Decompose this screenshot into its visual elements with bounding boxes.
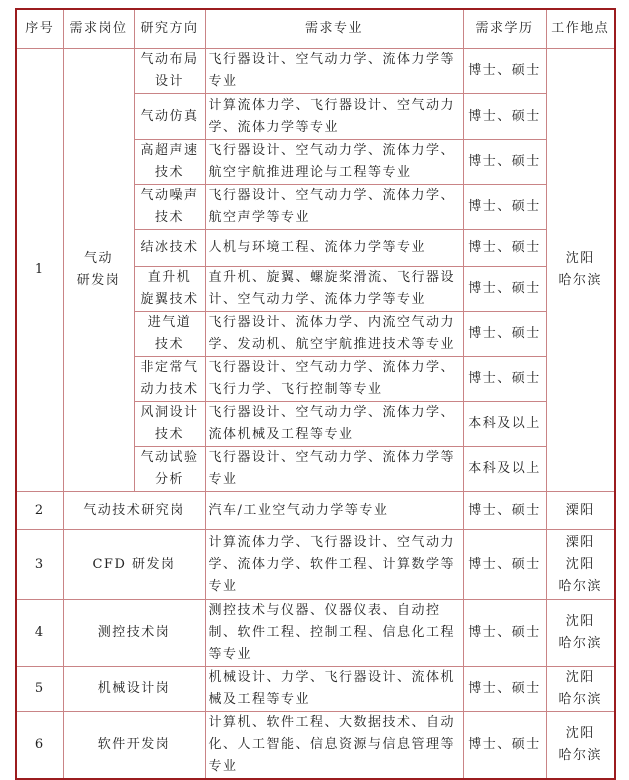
direction-line: 技术: [154, 165, 184, 180]
header-no: 序号: [16, 9, 63, 49]
row-position: 机械设计岗: [63, 667, 205, 712]
location-line: 哈尔滨: [558, 748, 602, 763]
row-education: 博士、硕士: [463, 712, 546, 780]
row-direction: [134, 312, 205, 357]
row-direction: [134, 357, 205, 402]
row-location: [546, 49, 615, 492]
row-direction: [134, 49, 205, 94]
row-major: 飞行器设计、空气动力学、流体力学、航空宇航推进理论与工程等专业: [205, 140, 463, 185]
table-row: [16, 712, 615, 780]
row-position: 测控技术岗: [63, 600, 205, 667]
header-position: 需求岗位: [63, 9, 134, 49]
row-major: 汽车/工业空气动力学等专业: [205, 492, 463, 530]
row-no: 4: [16, 600, 63, 667]
row-direction: [134, 267, 205, 312]
row-direction: [134, 447, 205, 492]
row-major: 飞行器设计、空气动力学、流体力学、流体机械及工程等专业: [205, 402, 463, 447]
row-direction: 结冰技术: [134, 230, 205, 267]
direction-line: 气动布局: [140, 52, 199, 67]
location-line: 哈尔滨: [558, 636, 602, 651]
row-no: 2: [16, 492, 63, 530]
location-line: 沈阳: [565, 726, 595, 741]
row-location: [546, 530, 615, 600]
header-major: 需求专业: [205, 9, 463, 49]
row-education: 博士、硕士: [463, 140, 546, 185]
direction-line: 技术: [154, 427, 184, 442]
row-location: [546, 667, 615, 712]
location-line: 哈尔滨: [558, 692, 602, 707]
table-row: [16, 667, 615, 712]
location-line: 哈尔滨: [558, 578, 602, 594]
direction-line: 高超声速: [140, 143, 199, 158]
table-row: [16, 530, 615, 600]
row-major: 计算流体力学、飞行器设计、空气动力学、流体力学等专业: [205, 94, 463, 140]
location-line: 沈阳: [565, 614, 595, 629]
header-education: 需求学历: [463, 9, 546, 49]
row-location: 溧阳: [546, 492, 615, 530]
header-direction: 研究方向: [134, 9, 205, 49]
row-position: [63, 49, 134, 492]
position-line: 研发岗: [76, 273, 121, 288]
row-major: 飞行器设计、空气动力学、流体力学、航空声学等专业: [205, 185, 463, 230]
table-row: [16, 600, 615, 667]
direction-line: 设计: [154, 74, 184, 89]
header-row: [16, 9, 615, 49]
row-major: 飞行器设计、空气动力学、流体力学等专业: [205, 447, 463, 492]
row-education: 博士、硕士: [463, 267, 546, 312]
row-direction: 气动仿真: [134, 94, 205, 140]
row-education: 博士、硕士: [463, 230, 546, 267]
row-education: 博士、硕士: [463, 312, 546, 357]
row-no: 5: [16, 667, 63, 712]
row-major: 飞行器设计、空气动力学、流体力学等专业: [205, 49, 463, 94]
direction-line: 技术: [154, 210, 184, 225]
row-location: [546, 712, 615, 780]
row-education: 博士、硕士: [463, 49, 546, 94]
table-row: [16, 49, 615, 94]
row-education: 本科及以上: [463, 447, 546, 492]
direction-line: 旋翼技术: [140, 292, 199, 307]
direction-line: 气动噪声: [140, 188, 199, 203]
table-row: [16, 492, 615, 530]
location-line: 溧阳: [565, 534, 595, 550]
direction-line: 直升机: [147, 270, 192, 285]
direction-line: 动力技术: [140, 382, 199, 397]
direction-line: 分析: [154, 472, 184, 487]
row-position: 气动技术研究岗: [63, 492, 205, 530]
row-education: 博士、硕士: [463, 600, 546, 667]
location-line: 沈阳: [565, 670, 595, 685]
location-line: 沈阳: [565, 251, 595, 266]
row-no: 1: [16, 49, 63, 492]
row-education: 博士、硕士: [463, 492, 546, 530]
direction-line: 气动试验: [140, 450, 199, 465]
location-line: 哈尔滨: [558, 273, 602, 288]
row-no: 6: [16, 712, 63, 780]
row-location: [546, 600, 615, 667]
row-position: 软件开发岗: [63, 712, 205, 780]
row-major: 测控技术与仪器、仪器仪表、自动控制、软件工程、控制工程、信息化工程等专业: [205, 600, 463, 667]
direction-line: 风洞设计: [140, 405, 199, 420]
row-major: 飞行器设计、流体力学、内流空气动力学、发动机、航空宇航推进技术等专业: [205, 312, 463, 357]
row-major: 计算机、软件工程、大数据技术、自动化、人工智能、信息资源与信息管理等专业: [205, 712, 463, 780]
header-location: 工作地点: [546, 9, 615, 49]
position-line: 气动: [83, 251, 113, 266]
direction-line: 技术: [154, 337, 184, 352]
row-position: CFD 研发岗: [63, 530, 205, 600]
row-direction: [134, 402, 205, 447]
row-education: 博士、硕士: [463, 357, 546, 402]
recruitment-table: [15, 8, 616, 780]
row-no: 3: [16, 530, 63, 600]
row-major: 计算流体力学、飞行器设计、空气动力学、流体力学、软件工程、计算数学等专业: [205, 530, 463, 600]
direction-line: 非定常气: [140, 360, 199, 375]
row-education: 博士、硕士: [463, 94, 546, 140]
row-major: 人机与环境工程、流体力学等专业: [205, 230, 463, 267]
row-direction: [134, 185, 205, 230]
location-line: 沈阳: [565, 556, 595, 572]
row-education: 博士、硕士: [463, 185, 546, 230]
row-education: 本科及以上: [463, 402, 546, 447]
row-major: 直升机、旋翼、螺旋桨滑流、飞行器设计、空气动力学、流体力学等专业: [205, 267, 463, 312]
row-major: 飞行器设计、空气动力学、流体力学、飞行力学、飞行控制等专业: [205, 357, 463, 402]
row-direction: [134, 140, 205, 185]
row-education: 博士、硕士: [463, 530, 546, 600]
row-education: 博士、硕士: [463, 667, 546, 712]
row-major: 机械设计、力学、飞行器设计、流体机械及工程等专业: [205, 667, 463, 712]
direction-line: 进气道: [147, 315, 192, 330]
